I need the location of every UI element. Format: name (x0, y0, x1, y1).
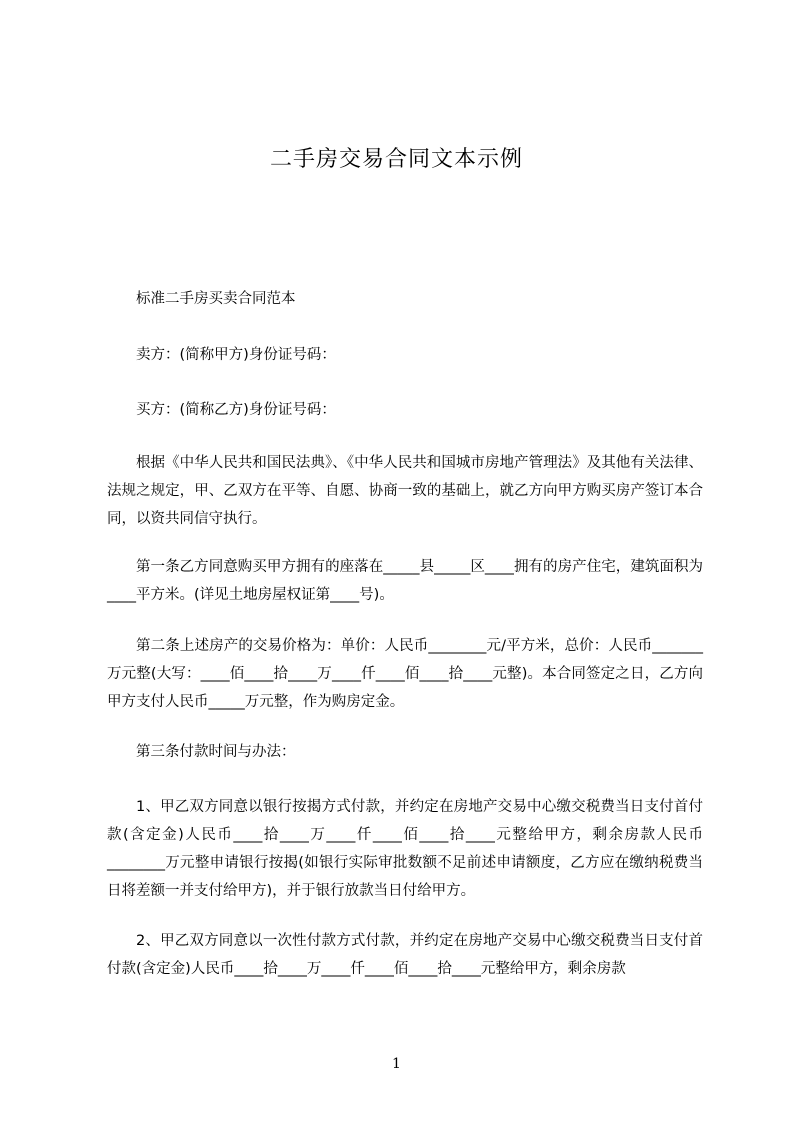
preamble-paragraph: 根据《中华人民共和国民法典》、《中华人民共和国城市房地产管理法》及其他有关法律、法规之规定，甲、乙双方在平等、自愿、协商一致的基础上，就乙方向甲方购买房产签订本合同，以资共同信守执行。 (107, 455, 703, 527)
subtitle-paragraph: 标准二手房买卖合同范本 (136, 291, 296, 307)
page-number: 1 (392, 1056, 401, 1072)
article-one-paragraph: 第一条乙方同意购买甲方拥有的座落在_____县_____区____拥有的房产住宅，建筑面积为____平方米。(详见土地房屋权证第____号)。 (107, 559, 703, 603)
article-three-heading: 第三条付款时间与办法： (136, 744, 296, 760)
buyer-line: 买方：(简称乙方)身份证号码： (136, 402, 336, 418)
payment-option-one: 1、甲乙双方同意以银行按揭方式付款，并约定在房地产交易中心缴交税费当日支付首付款(含定金)人民币____拾____万____仟____佰____拾____元整给甲方，剩余房款人民币________万元整申请银行按揭(如银行实际审批数额不足前述申请额度，乙方应在缴纳税费当日将差额一并支付给甲方)，并于银行放款当日付给甲方。 (107, 799, 703, 899)
seller-line: 卖方：(简称甲方)身份证号码： (136, 347, 336, 363)
payment-option-two: 2、甲乙双方同意以一次性付款方式付款，并约定在房地产交易中心缴交税费当日支付首付款(含定金)人民币____拾____万____仟____佰____拾____元整给甲方，剩余房款 (107, 933, 703, 977)
document-title: 二手房交易合同文本示例 (269, 147, 523, 172)
article-two-paragraph: 第二条上述房产的交易价格为：单价：人民币________元/平方米，总价：人民币_______万元整(大写：____佰____拾____万____仟____佰____拾____元整)。本合同签定之日，乙方向甲方支付人民币_____万元整，作为购房定金。 (107, 638, 703, 710)
